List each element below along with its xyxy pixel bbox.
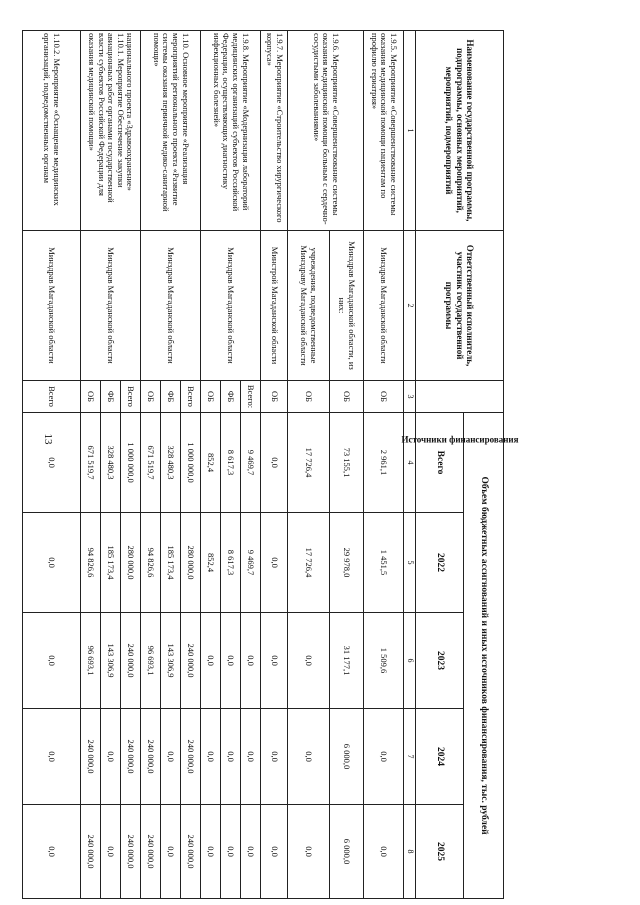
amount-cell: 0,0 — [221, 805, 241, 899]
executor: Минздрав Магаданской области — [81, 231, 141, 381]
table-row — [364, 31, 404, 899]
amount-cell: 0,0 — [23, 613, 81, 709]
measure-name-part: 1.10. Основное мероприятие «Реализация мероприятий регионального проекта «Развитие системы оказания первичной медико-санитарной помощи» — [151, 33, 191, 212]
amount-cell: 240 000,0 — [181, 613, 201, 709]
funding-source: ФБ — [221, 381, 241, 413]
col-number: 5 — [404, 513, 416, 613]
amount-cell: 240 000,0 — [121, 709, 141, 805]
funding-source: Всего — [23, 381, 81, 413]
amount-cell: 185 173,4 — [101, 513, 121, 613]
amount-cell: 0,0 — [364, 805, 404, 899]
amount-cell: 280 000,0 — [121, 513, 141, 613]
amount-cell: 240 000,0 — [121, 613, 141, 709]
funding-source: ОБ — [201, 381, 221, 413]
amount-cell: 94 826,6 — [141, 513, 161, 613]
amount-cell: 0,0 — [288, 613, 330, 709]
funding-source: Всего — [181, 381, 201, 413]
amount-cell: 0,0 — [161, 709, 181, 805]
amount-cell: 1 000 000,0 — [181, 413, 201, 513]
funding-source: Всего — [121, 381, 141, 413]
header-year-2023: 2023 — [416, 613, 464, 709]
amount-cell: 0,0 — [23, 709, 81, 805]
col-number: 8 — [404, 805, 416, 899]
header-executor: Ответственный исполнитель, участник государственной программы — [416, 231, 504, 381]
amount-cell: 0,0 — [101, 805, 121, 899]
amount-cell: 240 000,0 — [81, 709, 101, 805]
measure-name: 1.10.2. Мероприятие «Оснащение медицинских организаций, подведомственных органам — [23, 31, 81, 231]
amount-cell: 0,0 — [261, 613, 288, 709]
funding-source: ОБ — [364, 381, 404, 413]
table-row — [121, 31, 141, 899]
executor: учреждения, подведомственные Минздраву Магаданской области — [288, 231, 330, 381]
header-row-1 — [464, 31, 504, 899]
amount-cell: 185 173,4 — [161, 513, 181, 613]
amount-cell: 0,0 — [221, 709, 241, 805]
col-number: 2 — [404, 231, 416, 381]
amount-cell: 240 000,0 — [141, 709, 161, 805]
amount-cell: 0,0 — [161, 805, 181, 899]
amount-cell: 328 480,3 — [161, 413, 181, 513]
amount-cell: 0,0 — [241, 709, 261, 805]
amount-cell: 0,0 — [241, 613, 261, 709]
amount-cell: 0,0 — [23, 513, 81, 613]
table-row — [261, 31, 288, 899]
amount-cell: 31 177,1 — [330, 613, 364, 709]
header-year-2022: 2022 — [416, 513, 464, 613]
amount-cell: 29 978,0 — [330, 513, 364, 613]
col-number: 7 — [404, 709, 416, 805]
amount-cell: 1 000 000,0 — [121, 413, 141, 513]
amount-cell: 240 000,0 — [141, 805, 161, 899]
measure-name: 1.9.6. Мероприятие «Совершенствование системы оказания медицинской помощи больным с сердечно-сосудистыми заболеваниями» — [288, 31, 364, 231]
amount-cell: 852,4 — [201, 513, 221, 613]
executor: Минздрав Магаданской области — [201, 231, 261, 381]
amount-cell: 6 000,0 — [330, 805, 364, 899]
header-name: Наименование государственной программы, подпрограммы, основных мероприятий, мероприятий, подмероприятий — [416, 31, 504, 231]
funding-source: ФБ — [101, 381, 121, 413]
amount-cell: 0,0 — [261, 413, 288, 513]
measure-name — [81, 31, 141, 231]
amount-cell: 1 509,6 — [364, 613, 404, 709]
header-source-text: Источники финансирования — [401, 434, 518, 445]
amount-cell: 0,0 — [23, 413, 81, 513]
amount-cell: 240 000,0 — [121, 805, 141, 899]
amount-cell: 0,0 — [261, 805, 288, 899]
amount-cell: 73 155,1 — [330, 413, 364, 513]
amount-cell: 0,0 — [261, 513, 288, 613]
amount-cell: 17 726,4 — [288, 513, 330, 613]
header-money-group: Объем бюджетных ассигнований и иных источников финансирования, тыс. рублей — [464, 413, 504, 899]
amount-cell: 852,4 — [201, 413, 221, 513]
amount-cell: 0,0 — [201, 709, 221, 805]
funding-source: ОБ — [330, 381, 364, 413]
amount-cell: 671 519,7 — [81, 413, 101, 513]
funding-source: Всего: — [241, 381, 261, 413]
amount-cell: 671 519,7 — [141, 413, 161, 513]
measure-name-part: 1.10.1. Мероприятие Обеспечение закупки авиационных работ органами государственной власти субъектов Российской Федерации для оказания медицинской помощи» — [87, 33, 126, 203]
header-year-2025: 2025 — [416, 805, 464, 899]
amount-cell: 240 000,0 — [81, 805, 101, 899]
amount-cell: 96 693,1 — [141, 613, 161, 709]
table-row — [181, 31, 201, 899]
amount-cell: 6 000,0 — [330, 709, 364, 805]
header-year-total: Всего — [416, 413, 464, 513]
funding-source: ОБ — [261, 381, 288, 413]
column-number-row — [404, 31, 416, 899]
header-source — [401, 381, 518, 445]
funding-source: ОБ — [288, 381, 330, 413]
amount-cell: 0,0 — [261, 709, 288, 805]
amount-cell: 0,0 — [201, 805, 221, 899]
measure-name: 1.9.5. Мероприятие «Совершенствование системы оказания медицинской помощи пациентам по профилю гериатрия» — [364, 31, 404, 231]
page-number: 13 — [42, 433, 54, 445]
measure-name: 1.9.7. Мероприятие «Строительство хирургического корпуса» — [261, 31, 288, 231]
header-year-2024: 2024 — [416, 709, 464, 805]
amount-cell: 96 693,1 — [81, 613, 101, 709]
table-row — [241, 31, 261, 899]
col-number: 6 — [404, 613, 416, 709]
executor: Минздрав Магаданской области — [364, 231, 404, 381]
executor: Минздрав Магаданской области, из них: — [330, 231, 364, 381]
amount-cell: 0,0 — [101, 709, 121, 805]
measure-name — [141, 31, 201, 231]
amount-cell: 1 451,5 — [364, 513, 404, 613]
amount-cell: 17 726,4 — [288, 413, 330, 513]
amount-cell: 143 306,9 — [101, 613, 121, 709]
col-number: 3 — [404, 381, 416, 413]
amount-cell: 143 306,9 — [161, 613, 181, 709]
amount-cell: 0,0 — [288, 709, 330, 805]
measure-name: 1.9.8. Мероприятие «Модернизация лабораторий медицинских организаций субъектов Российской Федерации, осуществляющих диагностику инфекционных болезней» — [201, 31, 261, 231]
amount-cell: 280 000,0 — [181, 513, 201, 613]
executor: Минстрой Магаданской области — [261, 231, 288, 381]
amount-cell: 94 826,6 — [81, 513, 101, 613]
col-number: 4 — [404, 413, 416, 513]
measure-name-part: национального проекта «Здравоохранение» — [125, 33, 136, 191]
amount-cell: 2 961,1 — [364, 413, 404, 513]
executor: Минздрав Магаданской области — [23, 231, 81, 381]
amount-cell: 8 617,3 — [221, 413, 241, 513]
funding-source: ФБ — [161, 381, 181, 413]
table-row — [330, 31, 364, 899]
funding-source: ОБ — [141, 381, 161, 413]
amount-cell: 0,0 — [288, 805, 330, 899]
executor: Минздрав Магаданской области — [141, 231, 201, 381]
col-number: 1 — [404, 31, 416, 231]
table-row — [23, 31, 81, 899]
amount-cell: 0,0 — [201, 613, 221, 709]
amount-cell: 0,0 — [221, 613, 241, 709]
amount-cell: 8 617,3 — [221, 513, 241, 613]
amount-cell: 9 469,7 — [241, 413, 261, 513]
amount-cell: 9 469,7 — [241, 513, 261, 613]
amount-cell: 328 480,3 — [101, 413, 121, 513]
amount-cell: 0,0 — [23, 805, 81, 899]
amount-cell: 240 000,0 — [181, 709, 201, 805]
amount-cell: 240 000,0 — [181, 805, 201, 899]
amount-cell: 0,0 — [241, 805, 261, 899]
financing-table — [22, 30, 518, 899]
funding-source: ОБ — [81, 381, 101, 413]
amount-cell: 0,0 — [364, 709, 404, 805]
